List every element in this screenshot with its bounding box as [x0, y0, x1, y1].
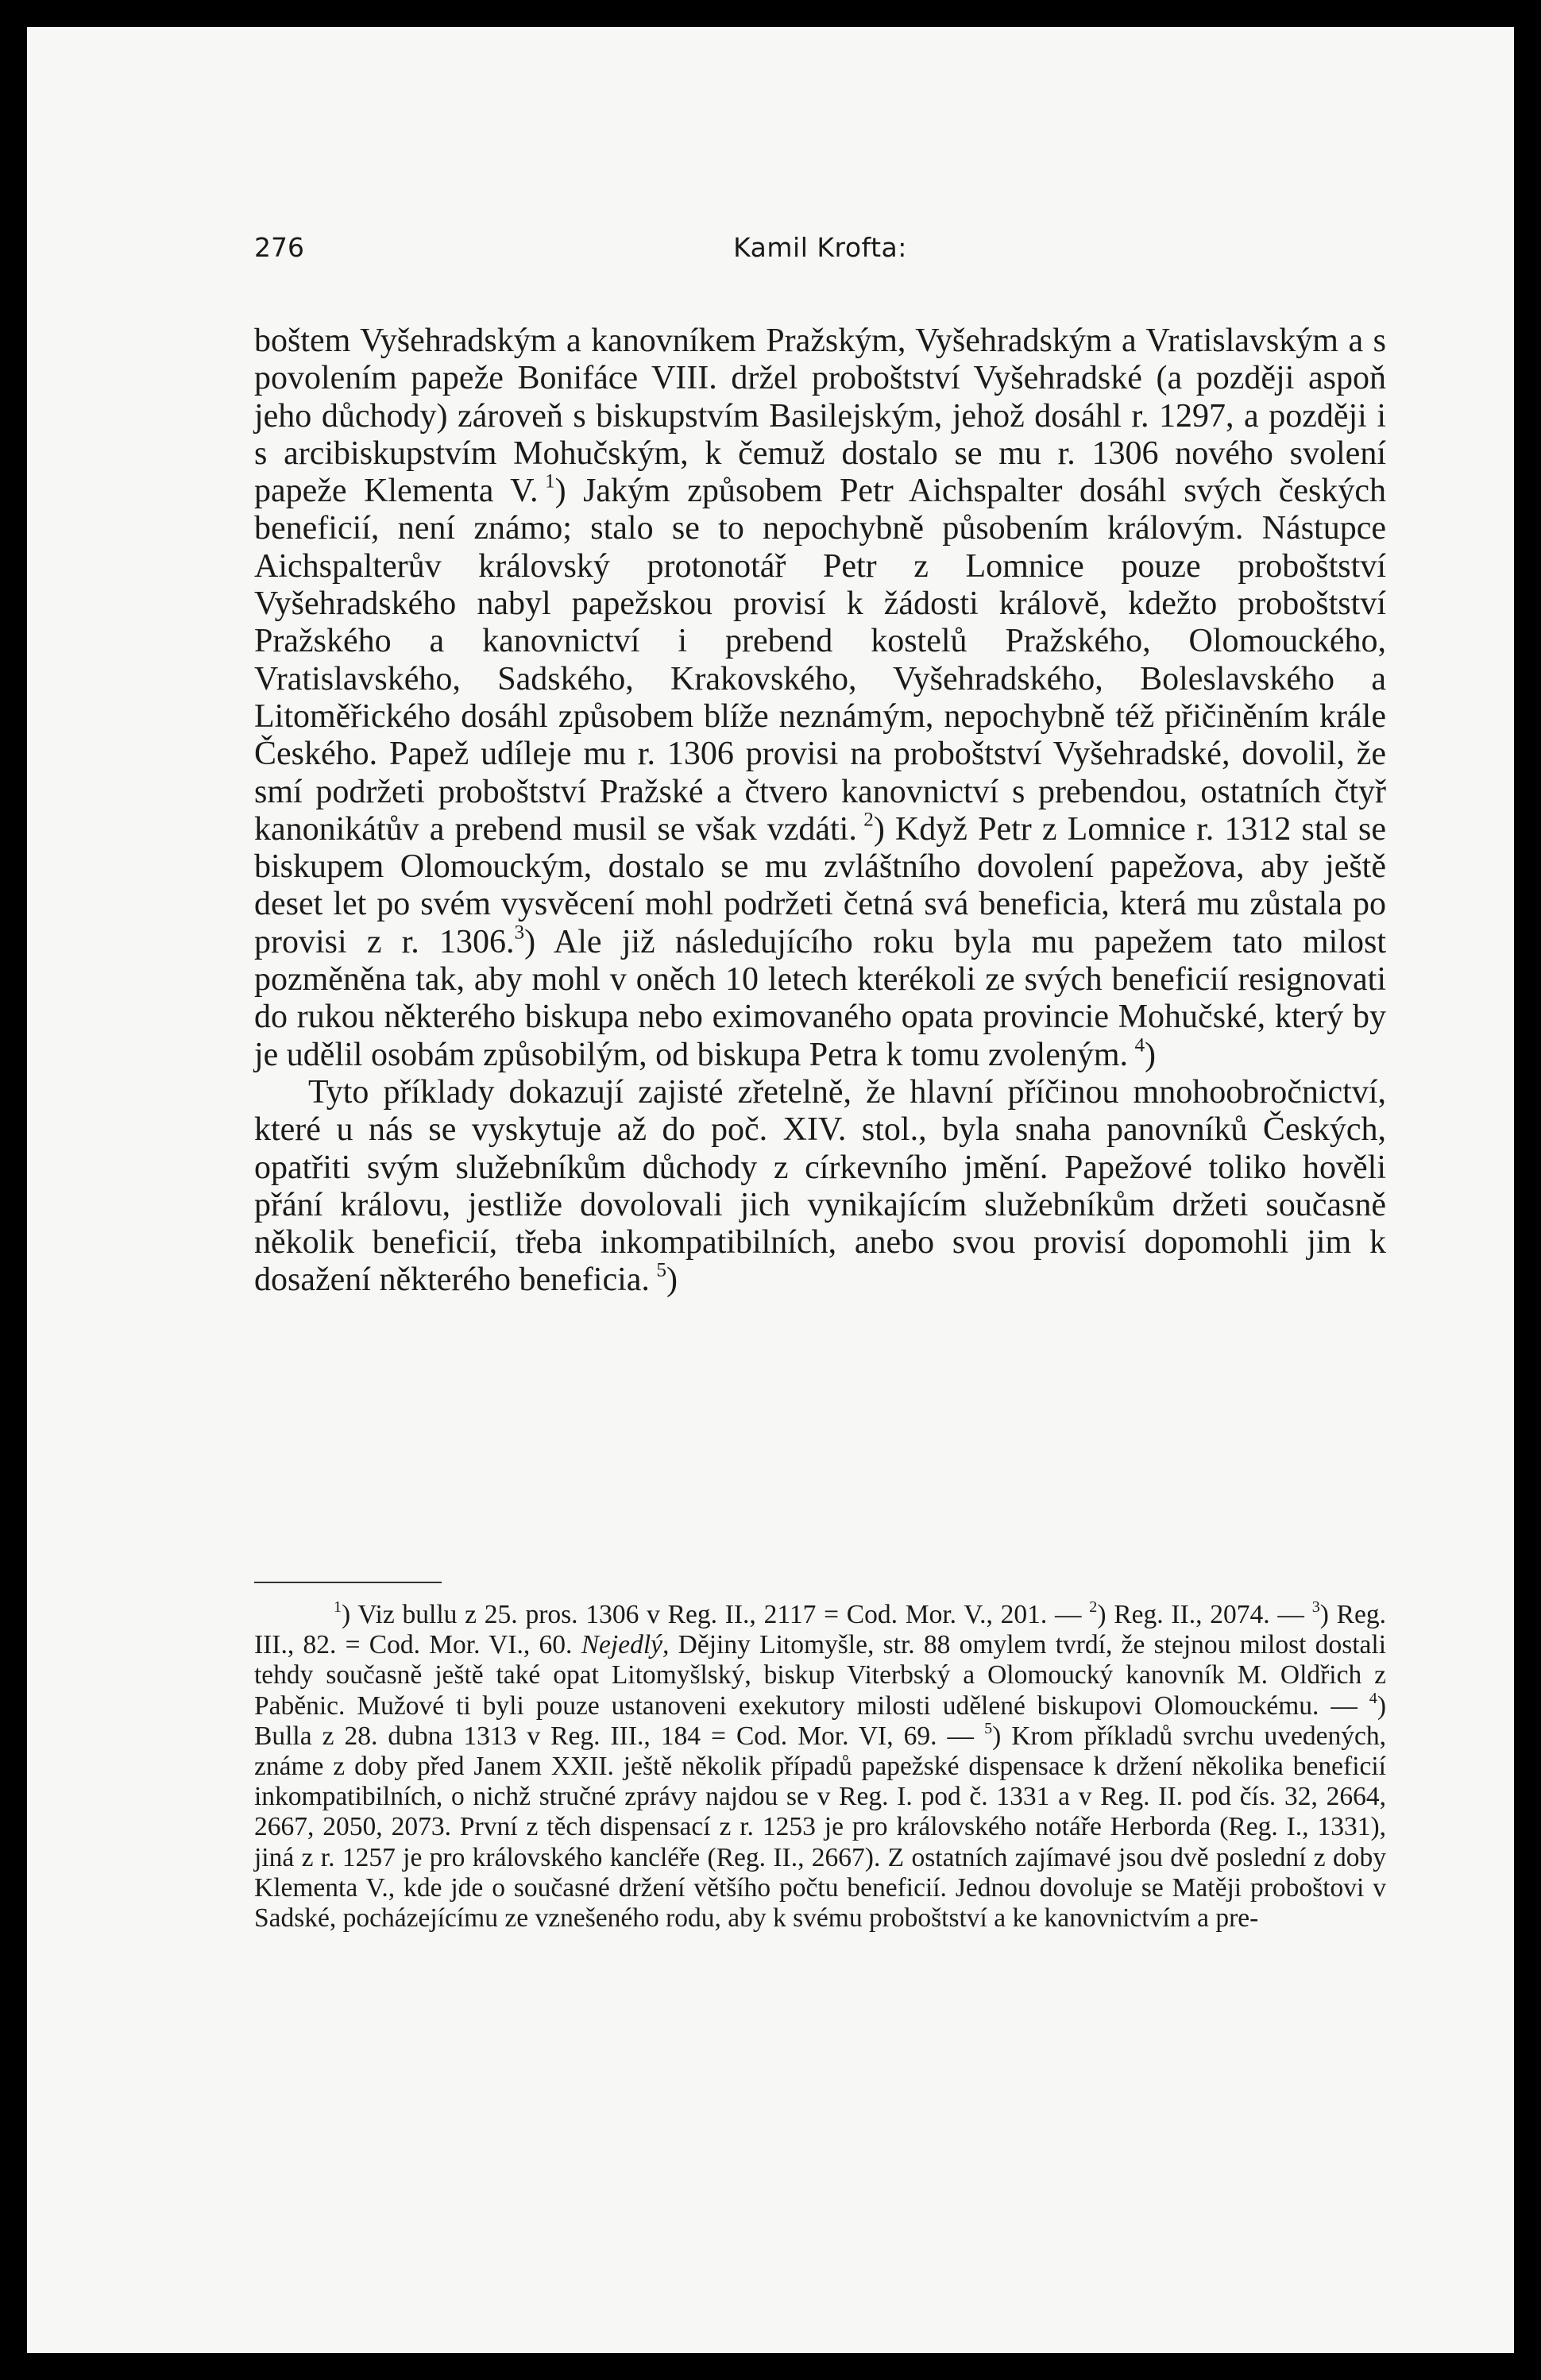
note-ref-3: 3: [514, 921, 525, 944]
paragraph-1-text-c: ) Když Petr z Lomnice r. 1312 stal se biskupem Olomouckým, dostalo se mu zvláštního dovolení papežova, aby ještě deset let po svém vysvěcení mohl podržeti četná svá beneficia, která mu zůstala po provisi z r. 1306.: [254, 810, 1386, 960]
footnote-3a: ) Reg. III., 82. = Cod. Mor. VI., 60.: [254, 1600, 1387, 1660]
paragraph-1-text-e: ): [1145, 1036, 1157, 1073]
footnote-mark-1: 1: [334, 1598, 342, 1616]
footnote-block: [254, 1600, 1386, 1934]
paragraph-2: [254, 1074, 1386, 1300]
note-ref-1: 1: [544, 470, 555, 493]
footnote-mark-4: 4: [1369, 1689, 1377, 1707]
page-number: 276: [254, 232, 304, 263]
footnote-3b: Dějiny Litomyšle, str. 88 omylem tvrdí, že stejnou milost dostali tehdy současně ještě také opat Litomyšlský, biskup Viterbský a Olomoucký kanovník M. Oldřich z Paběnic. Mužové ti byli pouze ustanoveni exekutory milosti udělené biskupovi Olomouckému. —: [254, 1630, 1387, 1721]
footnote-mark-3: 3: [1311, 1598, 1320, 1616]
note-ref-2: 2: [863, 809, 874, 831]
running-head-author: Kamil Krofta:: [733, 232, 907, 263]
running-head: [254, 232, 1386, 273]
paragraph-2-text-a: Tyto příklady dokazují zajisté zřetelně, že hlavní příčinou mnohoobročnictví, které u nás se vyskytuje až do poč. XIV. stol., byla snaha panovníků Českých, opatřiti svým služebníkům důchody z církevního jmění. Papežové toliko hověli přání královu, jestliže dovolovali jich vynikajícím služebníkům držeti současně několik beneficií, třeba inkompatibilních, anebo svou provisí dopomohli jim k dosažení některého beneficia.: [254, 1073, 1386, 1299]
paragraph-1-text-a: boštem Vyšehradským a kanovníkem Pražským, Vyšehradským a Vratislavským a s povolením papeže Bonifáce VIII. držel proboštství Vyšehradské (a později aspoň jeho důchody) zároveň s biskupstvím Basilejským, jehož dosáhl r. 1297, a později i s arcibiskupstvím Mohučským, k čemuž dostalo se mu r. 1306 nového svolení papeže Klementa V.: [254, 323, 1386, 510]
footnote-1: ) Viz bullu z 25. pros. 1306 v Reg. II., 2117 = Cod. Mor. V., 201. —: [342, 1600, 1082, 1629]
note-ref-5: 5: [656, 1259, 666, 1281]
footnote-5: ) Krom příkladů svrchu uvedených, známe z doby před Janem XXII. ještě několik případů papežské dispensace k držení několika beneficií inkompatibilních, o nichž stručné zprávy najdou se v Reg. I. pod č. 1331 a v Reg. II. pod čís. 32, 2664, 2667, 2050, 2073. První z těch dispensací z r. 1253 je pro královského notáře Herborda (Reg. I., 1331), jiná z r. 1257 je pro královského kancléře (Reg. II., 2667). Z ostatních zajímavé jsou dvě poslední z doby Klementa V., kde jde o současné držení většího počtu beneficií. Jednou dovoluje se Matěji proboštovi v Sadské, pocházejícímu ze vznešeného rodu, aby k svému proboštství a ke kanovnictvím a pre-: [254, 1721, 1387, 1934]
footnote-mark-5: 5: [984, 1719, 993, 1737]
footnote-mark-2: 2: [1089, 1598, 1098, 1616]
paragraph-1: [254, 323, 1386, 1074]
paragraph-2-text-b: ): [666, 1261, 678, 1299]
footnotes: [254, 1600, 1386, 1934]
footnote-4: ) Bulla z 28. dubna 1313 v Reg. III., 184 = Cod. Mor. VI, 69. —: [254, 1690, 1386, 1751]
note-ref-4: 4: [1134, 1034, 1145, 1057]
paragraph-1-text-d: ) Ale již následujícího roku byla mu papežem tato milost pozměněna tak, aby mohl v oněch 10 letech kterékoli ze svých beneficií resignovati do rukou některého biskupa nebo eximovaného opata provincie Mohučské, který by je udělil osobám způsobilým, od biskupa Petra k tomu zvoleným.: [254, 923, 1387, 1073]
book-page: [27, 27, 1514, 2353]
body-text: [254, 323, 1386, 1300]
footnote-3-author: Nejedlý,: [581, 1630, 670, 1660]
footnote-rule: [254, 1582, 442, 1583]
footnote-2: ) Reg. II., 2074. —: [1097, 1600, 1304, 1629]
paragraph-1-text-b: ) Jakým způsobem Petr Aichspalter dosáhl svých českých beneficií, není známo; stalo se to nepochybně působením královým. Nástupce Aichspalterův královský protonotář Petr z Lomnice pouze proboštství Vyšehradského nabyl papežskou provisí k žádosti královĕ, kdežto proboštství Pražského a kanovnictví i prebend kostelů Pražského, Olomouckého, Vratislavského, Sadského, Krakovského, Vyšehradského, Boleslavského a Litoměřického dosáhl způsobem blíže neznámým, nepochybně též přičiněním krále Českého. Papež udíleje mu r. 1306 provisi na proboštství Vyšehradské, dovolil, že smí podržeti proboštství Pražské a čtvero kanovnictví s prebendou, ostatních čtyř kanonikátův a prebend musil se však vzdáti.: [254, 473, 1387, 848]
